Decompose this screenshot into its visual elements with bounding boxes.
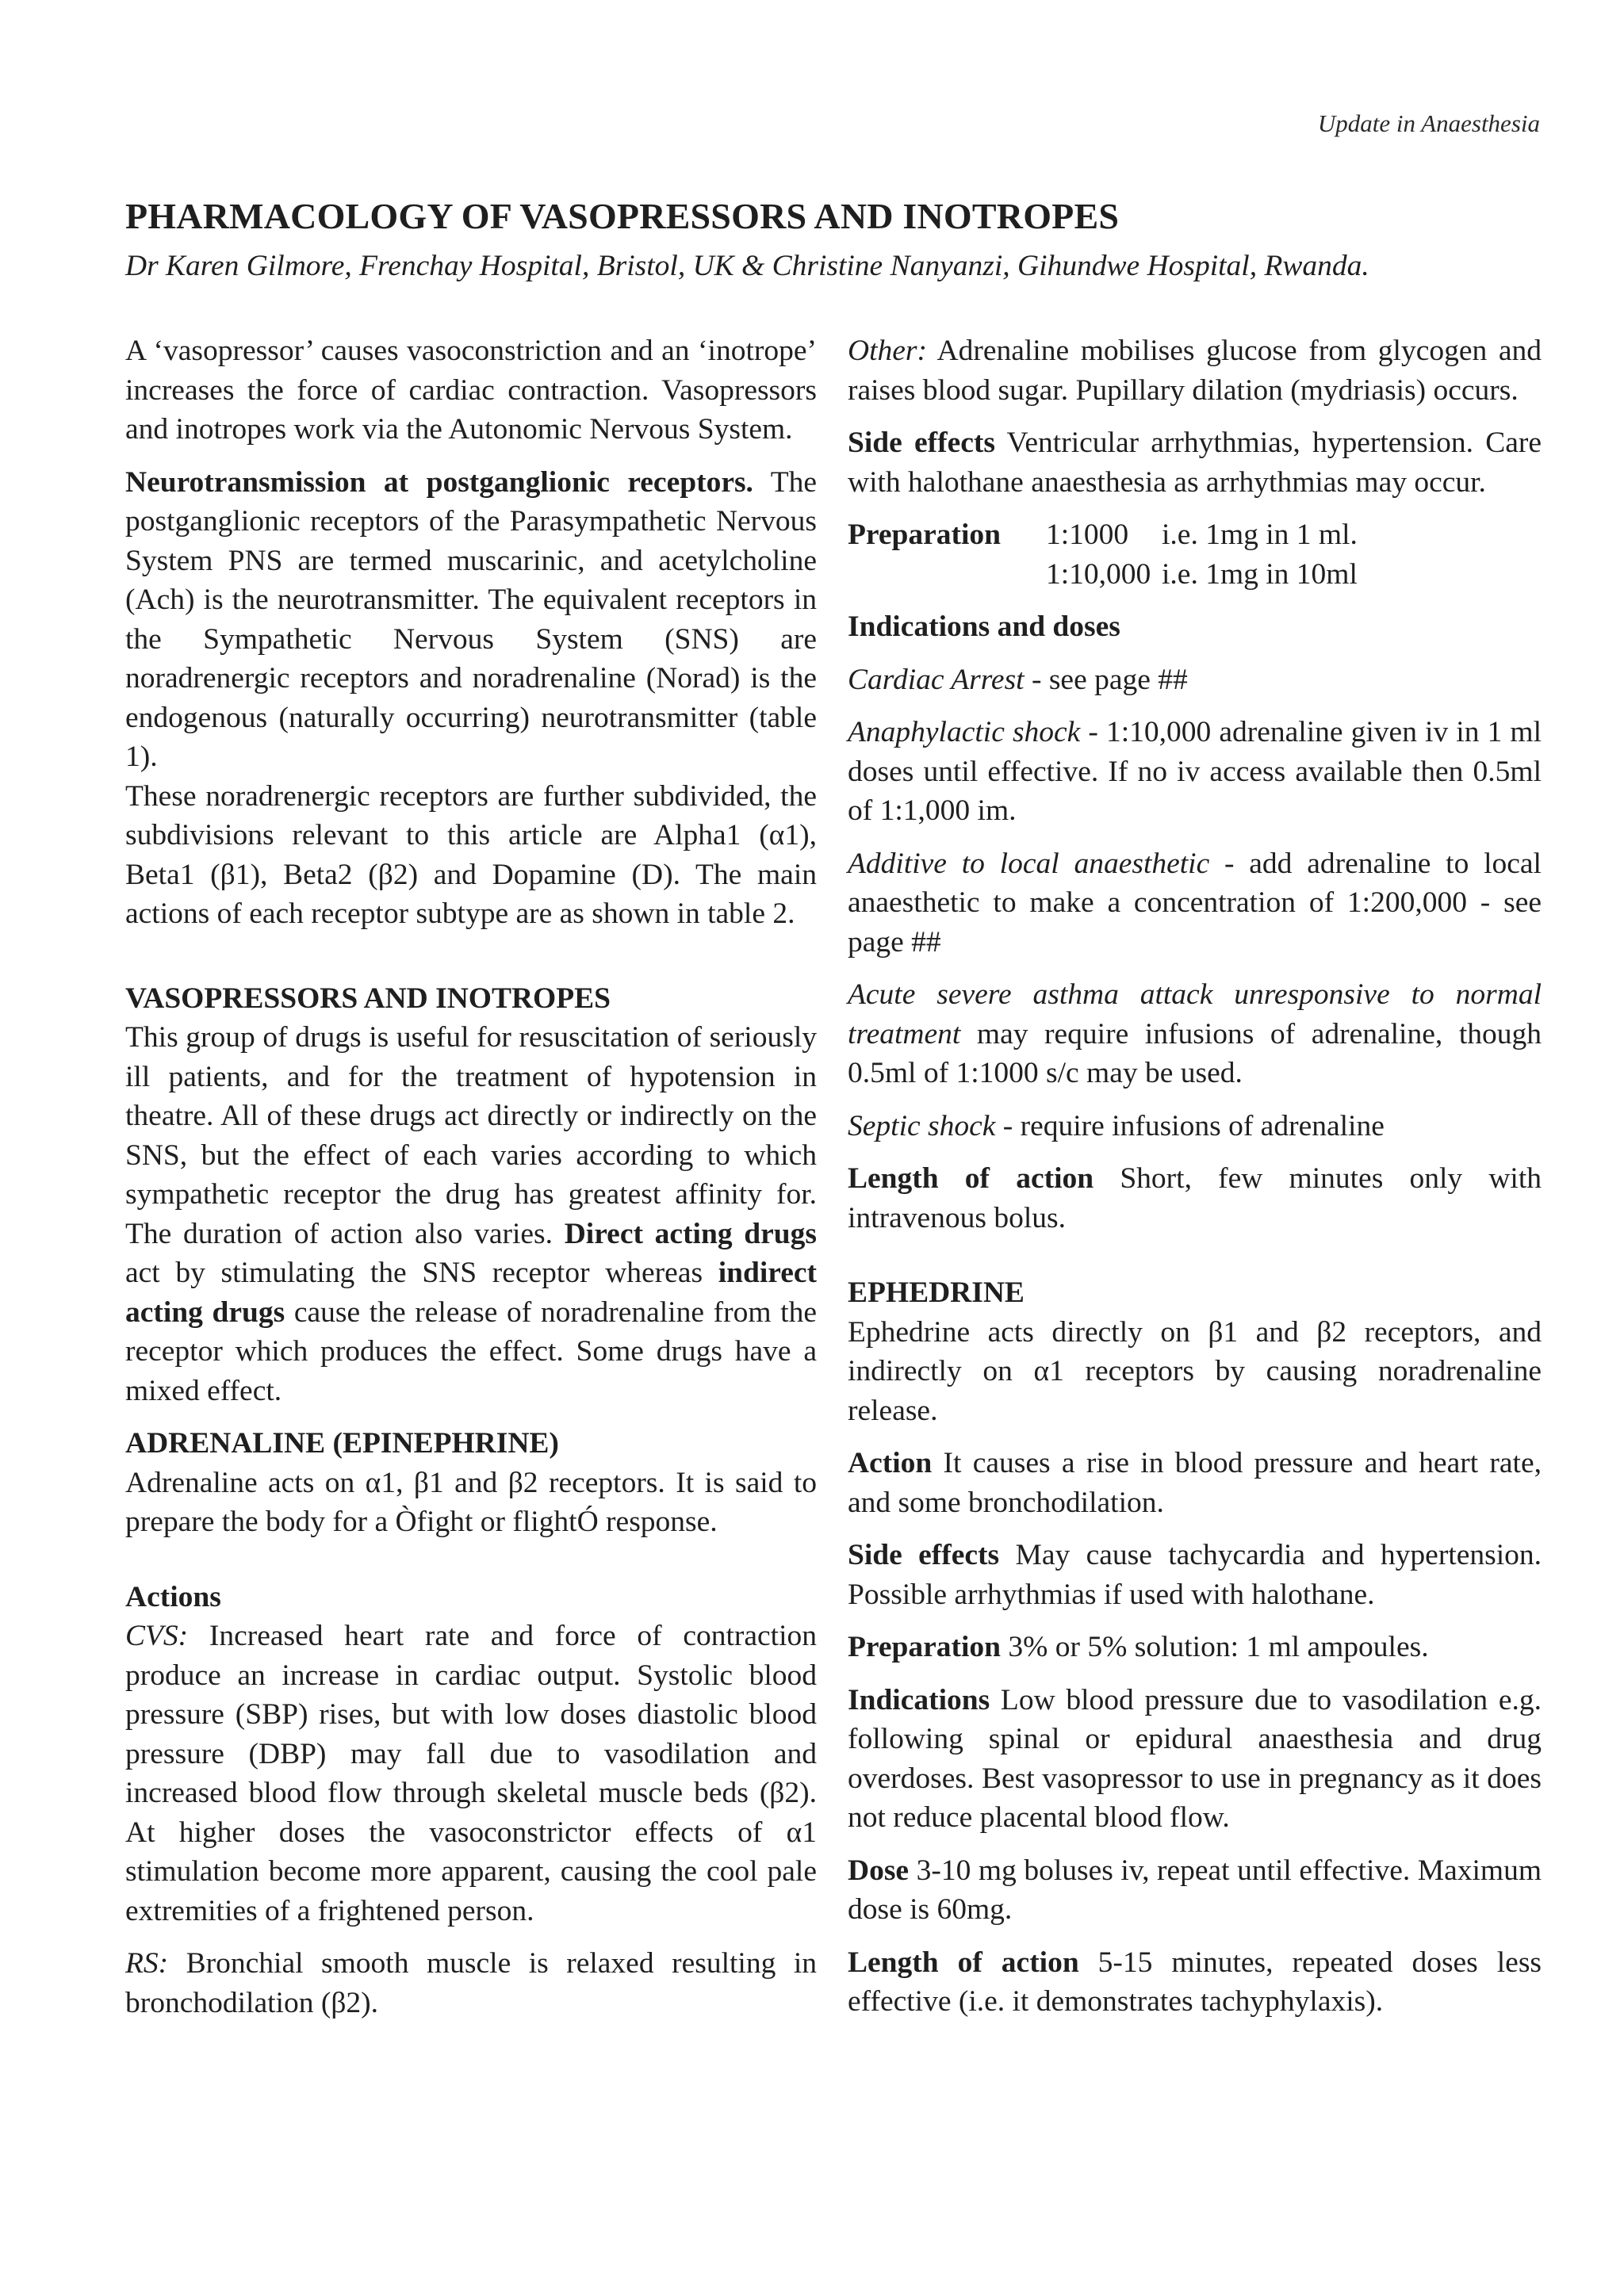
additive-text: - add adrenaline to local anaesthetic to make a concentration of 1:200,000 - see page ## — [848, 847, 1542, 959]
cardiac-arrest-label: Cardiac Arrest — [848, 663, 1025, 696]
cvs-paragraph — [125, 1617, 817, 1931]
right-column — [848, 331, 1542, 2035]
rs-label: RS: — [125, 1947, 169, 1980]
asthma-text: may require infusions of adrenaline, though 0.5ml of 1:1000 s/c may be used. — [848, 1017, 1542, 1089]
ephedrine-length-label: Length of action — [848, 1946, 1079, 1979]
ephedrine-paragraph: Ephedrine acts directly on β1 and β2 receptors, and indirectly on α1 receptors by causing noradrenaline release. — [848, 1315, 1542, 1427]
asthma-label: Acute severe asthma attack unresponsive to normal treatment — [848, 978, 1542, 1050]
section-heading-ephedrine: EPHEDRINE — [848, 1276, 1025, 1309]
asthma-paragraph — [848, 975, 1542, 1093]
indications-heading: Indications and doses — [848, 610, 1120, 643]
indirect-acting-label: indirect acting drugs — [125, 1257, 817, 1329]
additive-paragraph — [848, 844, 1542, 962]
ephedrine-action-paragraph — [848, 1444, 1542, 1522]
neurotransmission-heading: Neurotransmission at postganglionic receptors. — [125, 465, 753, 499]
side-effects-text: Ventricular arrhythmias, hypertension. Care with halothane anaesthesia as arrhythmias may occur. — [848, 427, 1542, 499]
ephedrine-length-paragraph — [848, 1943, 1542, 2022]
rs-text: Bronchial smooth muscle is relaxed resulting in bronchodilation (β2). — [125, 1947, 817, 2019]
section-heading-adrenaline: ADRENALINE (EPINEPHRINE) — [125, 1427, 559, 1460]
direct-acting-label: Direct acting drugs — [564, 1217, 817, 1250]
neurotransmission-paragraph — [125, 463, 817, 777]
subdivision-paragraph: These noradrenergic receptors are further subdivided, the subdivisions relevant to this article are Alpha1 (α1), Beta1 (β1), Beta2 (β2) and Dopamine (D). The main actions of each receptor subtype are as shown in table 2. — [125, 779, 817, 930]
anaphylaxis-paragraph — [848, 713, 1542, 831]
ephedrine-dose-label: Dose — [848, 1854, 910, 1887]
vaso-text-part: This group of drugs is useful for resuscitation of seriously ill patients, and for the treatment of hypotension in theatre. All of these drugs act directly or indirectly on the SNS, but the effect of each varies according to which sympathetic receptor the drug has greatest affinity for. The duration of action also varies. — [125, 1021, 817, 1250]
other-text: Adrenaline mobilises glucose from glycogen and raises blood sugar. Pupillary dilation (mydriasis) occurs. — [848, 335, 1542, 407]
side-effects-paragraph — [848, 423, 1542, 502]
length-label: Length of action — [848, 1162, 1094, 1195]
ephedrine-side-effects-paragraph — [848, 1536, 1542, 1614]
ephedrine-indications-label: Indications — [848, 1683, 990, 1716]
other-label: Other: — [848, 335, 927, 367]
anaphylaxis-label: Anaphylactic shock — [848, 716, 1081, 748]
actions-heading: Actions — [125, 1580, 221, 1613]
ephedrine-side-effects-text: May cause tachycardia and hypertension. Possible arrhythmias if used with halothane. — [848, 1539, 1542, 1611]
neurotransmission-text: The postganglionic receptors of the Parasympathetic Nervous System PNS are termed muscarinic, and acetylcholine (Ach) is the neurotransmitter. The equivalent receptors in the Sympathetic Nervous System (SNS) are noradrenergic receptors and noradrenaline (Norad) is the endogenous (naturally occurring) neurotransmitter (table 1). — [125, 465, 818, 773]
section-heading-vasopressors: VASOPRESSORS AND INOTROPES — [125, 982, 611, 1015]
septic-paragraph — [848, 1107, 1542, 1146]
cvs-label: CVS: — [125, 1620, 189, 1652]
side-effects-label: Side effects — [848, 427, 995, 459]
left-column — [125, 331, 817, 2036]
preparation-label: Preparation — [848, 519, 1002, 551]
rs-paragraph — [125, 1944, 817, 2022]
preparation-block — [848, 515, 1542, 594]
ephedrine-dose-paragraph — [848, 1851, 1542, 1930]
length-paragraph — [848, 1159, 1542, 1238]
additive-label: Additive to local anaesthetic — [848, 847, 1210, 880]
article-title: PHARMACOLOGY OF VASOPRESSORS AND INOTROPES — [125, 196, 1120, 236]
running-head: Update in Anaesthesia — [1317, 109, 1540, 137]
ephedrine-indications-paragraph — [848, 1681, 1542, 1838]
article-authors: Dr Karen Gilmore, Frenchay Hospital, Bristol, UK & Christine Nanyanzi, Gihundwe Hospital, Rwanda. — [125, 250, 1369, 282]
ephedrine-action-text: It causes a rise in blood pressure and heart rate, and some bronchodilation. — [848, 1447, 1542, 1519]
vaso-text-part: act by stimulating the SNS receptor whereas — [125, 1257, 718, 1289]
vaso-text-part: cause the release of noradrenaline from the receptor which produces the effect. Some drugs have a mixed effect. — [125, 1295, 817, 1407]
preparation-description: i.e. 1mg in 10ml — [1162, 557, 1358, 591]
preparation-ratio: 1:1000 — [1046, 519, 1129, 551]
ephedrine-side-effects-label: Side effects — [848, 1539, 1000, 1571]
vasopressors-paragraph — [125, 1018, 817, 1410]
septic-text: - require infusions of adrenaline — [995, 1109, 1385, 1142]
ephedrine-length-text: 5-15 minutes, repeated doses less effective (i.e. it demonstrates tachyphylaxis). — [848, 1946, 1542, 2018]
adrenaline-paragraph: Adrenaline acts on α1, β1 and β2 receptors. It is said to prepare the body for a Òfight or flightÓ response. — [125, 1466, 817, 1538]
septic-label: Septic shock — [848, 1109, 996, 1142]
ephedrine-dose-text: 3-10 mg boluses iv, repeat until effective. Maximum dose is 60mg. — [848, 1854, 1542, 1926]
ephedrine-preparation-text: 3% or 5% solution: 1 ml ampoules. — [1001, 1631, 1429, 1663]
cvs-text: Increased heart rate and force of contraction produce an increase in cardiac output. Systolic blood pressure (SBP) rises, but with low doses diastolic blood pressure (DBP) may fall due to vasodilation and increased blood flow through skeletal muscle beds (β2). At higher doses the vasoconstrictor effects of α1 stimulation become more apparent, causing the cool pale extremities of a frightened person. — [125, 1620, 817, 1927]
preparation-ratio: 1:10,000 — [1046, 557, 1151, 591]
cardiac-arrest-text: - see page ## — [1024, 663, 1188, 696]
intro-paragraph: A ‘vasopressor’ causes vasoconstriction and an ‘inotrope’ increases the force of cardiac contraction. Vasopressors and inotropes work via the Autonomic Nervous System. — [125, 335, 817, 446]
ephedrine-preparation-paragraph — [848, 1628, 1542, 1667]
length-text: Short, few minutes only with intravenous bolus. — [848, 1162, 1542, 1234]
ephedrine-action-label: Action — [848, 1447, 933, 1479]
preparation-description: i.e. 1mg in 1 ml. — [1162, 519, 1358, 551]
ephedrine-preparation-label: Preparation — [848, 1631, 1002, 1663]
other-paragraph — [848, 331, 1542, 410]
ephedrine-indications-text: Low blood pressure due to vasodilation e.g. following spinal or epidural anaesthesia and drug overdoses. Best vasopressor to use in pregnancy as it does not reduce placental blood flow. — [848, 1683, 1542, 1834]
cardiac-arrest-paragraph — [848, 660, 1542, 700]
anaphylaxis-text: - 1:10,000 adrenaline given iv in 1 ml doses until effective. If no iv access available then 0.5ml of 1:1,000 im. — [848, 716, 1542, 827]
